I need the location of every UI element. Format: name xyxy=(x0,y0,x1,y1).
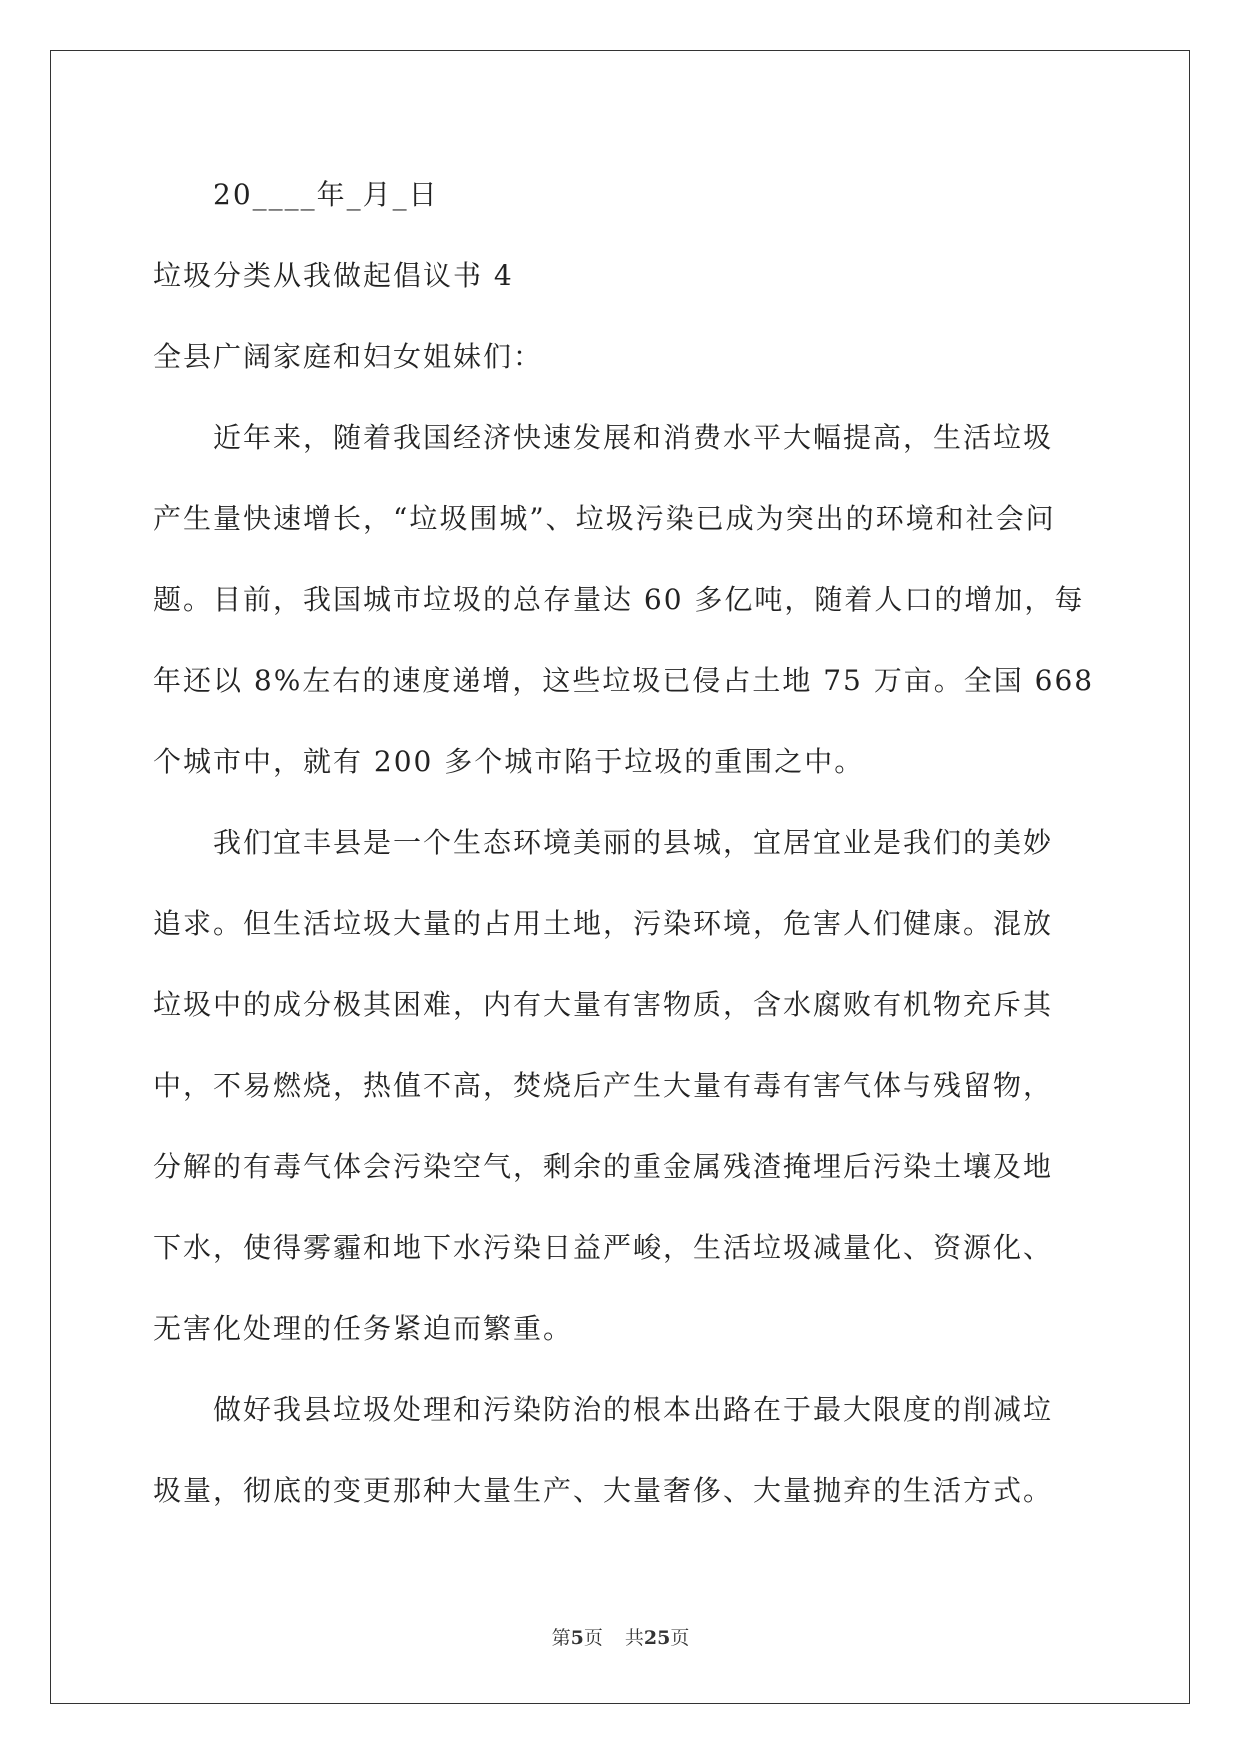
paragraph-line: 题。目前，我国城市垃圾的总存量达 60 多亿吨，随着人口的增加，每 xyxy=(153,583,1085,616)
paragraph-line: 个城市中，就有 200 多个城市陷于垃圾的重围之中。 xyxy=(153,745,865,778)
paragraph-line: 分解的有毒气体会污染空气，剩余的重金属残渣掩埋后污染土壤及地 xyxy=(153,1150,1054,1183)
paragraph-line: 无害化处理的任务紧迫而繁重。 xyxy=(153,1312,574,1345)
paragraph-line: 产生量快速增长，“垃圾围城”、垃圾污染已成为突出的环境和社会问 xyxy=(153,502,1056,535)
page-suffix: 页 xyxy=(583,1627,603,1649)
paragraph-line: 中，不易燃烧，热值不高，焚烧后产生大量有毒有害气体与残留物， xyxy=(153,1069,1054,1102)
paragraph-line: 圾量，彻底的变更那种大量生产、大量奢侈、大量抛弃的生活方式。 xyxy=(153,1474,1054,1507)
document-title: 垃圾分类从我做起倡议书 4 xyxy=(153,259,514,292)
total-pages: 25 xyxy=(643,1627,671,1649)
paragraph-line: 年还以 8%左右的速度递增，这些垃圾已侵占土地 75 万亩。全国 668 xyxy=(153,664,1095,697)
paragraph-line: 下水，使得雾霾和地下水污染日益严峻，生活垃圾减量化、资源化、 xyxy=(153,1231,1054,1264)
salutation: 全县广阔家庭和妇女姐妹们： xyxy=(153,340,544,373)
paragraph-line: 我们宜丰县是一个生态环境美丽的县城，宜居宜业是我们的美妙 xyxy=(213,826,1054,859)
paragraph-line: 做好我县垃圾处理和污染防治的根本出路在于最大限度的削减垃 xyxy=(213,1393,1054,1426)
document-body xyxy=(153,160,1093,1537)
total-suffix: 页 xyxy=(670,1627,690,1649)
date-line: 20____年_月_日 xyxy=(213,178,439,211)
total-prefix: 共 xyxy=(624,1627,644,1649)
paragraph-line: 近年来，随着我国经济快速发展和消费水平大幅提高，生活垃圾 xyxy=(213,421,1054,454)
paragraph-line: 垃圾中的成分极其困难，内有大量有害物质，含水腐败有机物充斥其 xyxy=(153,988,1054,1021)
page-number: 5 xyxy=(570,1627,584,1649)
page-prefix: 第 xyxy=(551,1627,571,1649)
paragraph-line: 追求。但生活垃圾大量的占用土地，污染环境，危害人们健康。混放 xyxy=(153,907,1054,940)
page-footer xyxy=(0,1623,1241,1650)
